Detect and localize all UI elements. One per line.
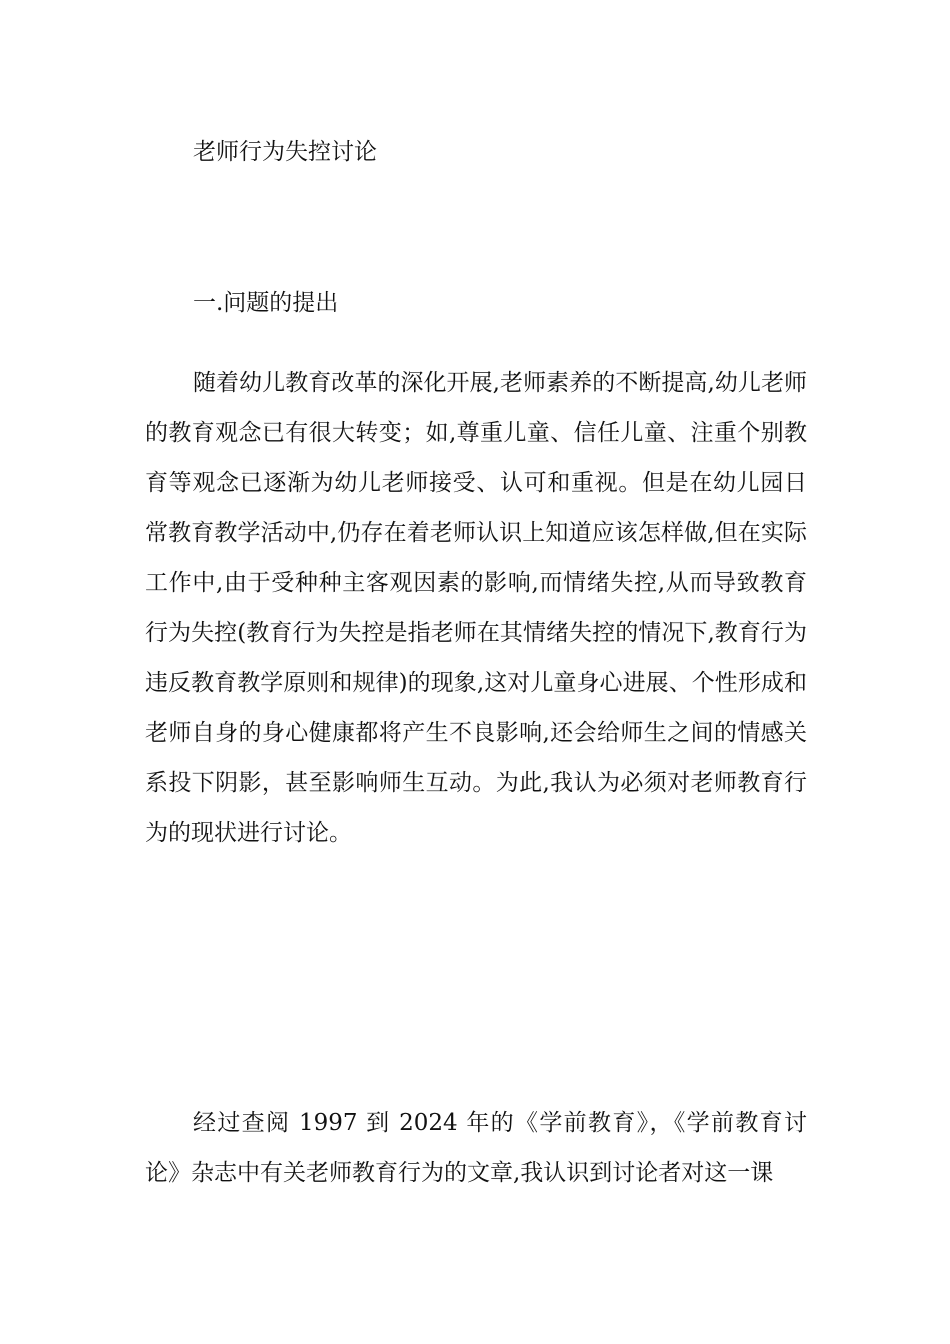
section-heading: 一.问题的提出 [193,290,339,316]
document-title: 老师行为失控讨论 [193,139,377,165]
body-paragraph: 经过查阅 1997 到 2024 年的《学前教育》，《学前教育讨论》杂志中有关老师教育行为的文章,我认识到讨论者对这一课 [145,1110,807,1186]
body-paragraph: 随着幼儿教育改革的深化开展,老师素养的不断提高,幼儿老师的教育观念已有很大转变；如,尊重儿童、信任儿童、注重个别教育等观念已逐渐为幼儿老师接受、认可和重视。但是在幼儿园日常教育教学活动中,仍存在着老师认识上知道应该怎样做,但在实际工作中,由于受种种主客观因素的影响,而情绪失控,从而导致教育行为失控(教育行为失控是指老师在其情绪失控的情况下,教育行为违反教育教学原则和规律)的现象,这对儿童身心进展、个性形成和老师自身的身心健康都将产生不良影响,还会给师生之间的情感关系投下阴影，甚至影响师生互动。为此,我认为必须对老师教育行为的现状进行讨论。 [145,370,807,846]
